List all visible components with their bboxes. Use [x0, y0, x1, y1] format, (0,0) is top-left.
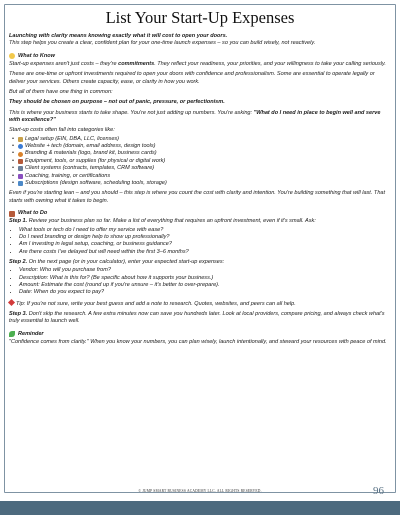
list-item: • Branding & materials (logo, brand kit, business cards): [18, 150, 391, 157]
what-to-know-heading: What to Know: [9, 53, 391, 60]
list-item: • Am I investing in legal setup, coaching, or business guidance?: [19, 241, 391, 248]
intro-lead: Launching with clarity means knowing exactly what it will cost to open your doors.: [9, 33, 228, 39]
know-paragraph-7: Even if you're starting lean – and you should – this step is where you count the cost with clarity and intention. You're building something that will last. That starts with owning what it takes to begin.: [9, 190, 386, 204]
category-list: [9, 136, 391, 187]
step-1: Step 1. Review your business plan so far. Make a list of everything that requires an upfront investment, even if it's small. Ask:: [9, 218, 316, 225]
list-item: • Date: When do you expect to pay?: [19, 289, 391, 296]
list-item: • Equipment, tools, or supplies (for physical or digital work): [18, 158, 391, 165]
what-to-do-heading: What to Do: [9, 210, 391, 217]
list-item: • Are there costs I've delayed but will need within the first 3–6 months?: [19, 249, 391, 256]
list-item: • Description: What is this for? (Be specific about how it supports your business.): [19, 275, 391, 282]
page-content: [9, 8, 391, 349]
intro-text: This step helps you create a clear, confident plan for your one-time launch expenses – so you can build wisely, not reactively.: [9, 40, 316, 47]
reminder-paragraph: "Confidence comes from clarity." When you know your numbers, you can plan wisely, launch intentionally, and steward your resources with peace of mind.: [9, 339, 387, 346]
list-item: • Subscriptions (design software, scheduling tools, storage): [18, 180, 391, 187]
list-item: • Website + tech (domain, email address, design tools): [18, 143, 391, 150]
page-title: List Your Start-Up Expenses: [105, 8, 295, 27]
categories-intro: Start-up costs often fall into categories like:: [9, 127, 115, 134]
tools-icon: [9, 211, 15, 217]
know-emphasis: They should be chosen on purpose – not out of panic, pressure, or perfectionism.: [9, 99, 225, 106]
list-item: • Vendor: Who will you purchase from?: [19, 267, 391, 274]
lightbulb-icon: [9, 53, 15, 59]
globe-icon: [18, 144, 23, 149]
pushpin-icon: [8, 299, 15, 306]
palette-icon: [18, 152, 23, 157]
list-item: • Legal setup (EIN, DBA, LLC, licenses): [18, 136, 391, 143]
tools-icon: [18, 159, 23, 164]
know-paragraph-1: Start-up expenses aren't just costs – they're commitments. They reflect your readiness, your priorities, and your willingness to take your calling seriously.: [9, 61, 386, 68]
know-paragraph-2: These are one-time or upfront investments required to open your doors with confidence and professionalism. Some are essential to operate legally or deliver your services. Others create capacity, ease, or clarity in how you work.: [9, 71, 375, 85]
page-number: 96: [373, 485, 384, 497]
list-item: • What tools or tech do I need to offer my service with ease?: [19, 227, 391, 234]
list-item: • Do I need branding or design help to show up professionally?: [19, 234, 391, 241]
list-item: • Client systems (contracts, templates, CRM software): [18, 165, 391, 172]
list-item: • Coaching, training, or certifications: [18, 173, 391, 180]
step-3: Step 3. Don't skip the research. A few extra minutes now can save you hundreds later. Look at local providers, compare pricing, and always check what's truly essential to launch well.: [9, 311, 385, 325]
tip-paragraph: Tip: If you're not sure, write your best guess and add a note to research. Quotes, websites, and peers can all help.: [9, 300, 391, 308]
sprout-icon: [9, 331, 15, 337]
clipboard-icon: [18, 166, 23, 171]
graduation-cap-icon: [18, 174, 23, 179]
field-list: [9, 267, 391, 296]
know-paragraph-3: But all of them have one thing in common:: [9, 89, 113, 96]
know-paragraph-5: This is where your business starts to take shape. You're not just adding up numbers. You're asking: "What do I need in place to begin well and serve with excellence?": [9, 109, 381, 124]
step-2: Step 2. On the next page (or in your calculator), enter your expected start-up expenses:: [9, 258, 225, 265]
footer-bar: [0, 501, 400, 515]
scroll-icon: [18, 137, 23, 142]
calendar-icon: [18, 181, 23, 186]
reminder-heading: Reminder: [9, 331, 391, 338]
list-item: • Amount: Estimate the cost (round up if you're unsure – it's better to over-prepare).: [19, 282, 391, 289]
copyright-footer: © JUMP SMART BUSINESS ACADEMY LLC. ALL RIGHTS RESERVED.: [138, 489, 262, 493]
intro-paragraph: [9, 33, 391, 48]
question-list: [9, 227, 391, 256]
